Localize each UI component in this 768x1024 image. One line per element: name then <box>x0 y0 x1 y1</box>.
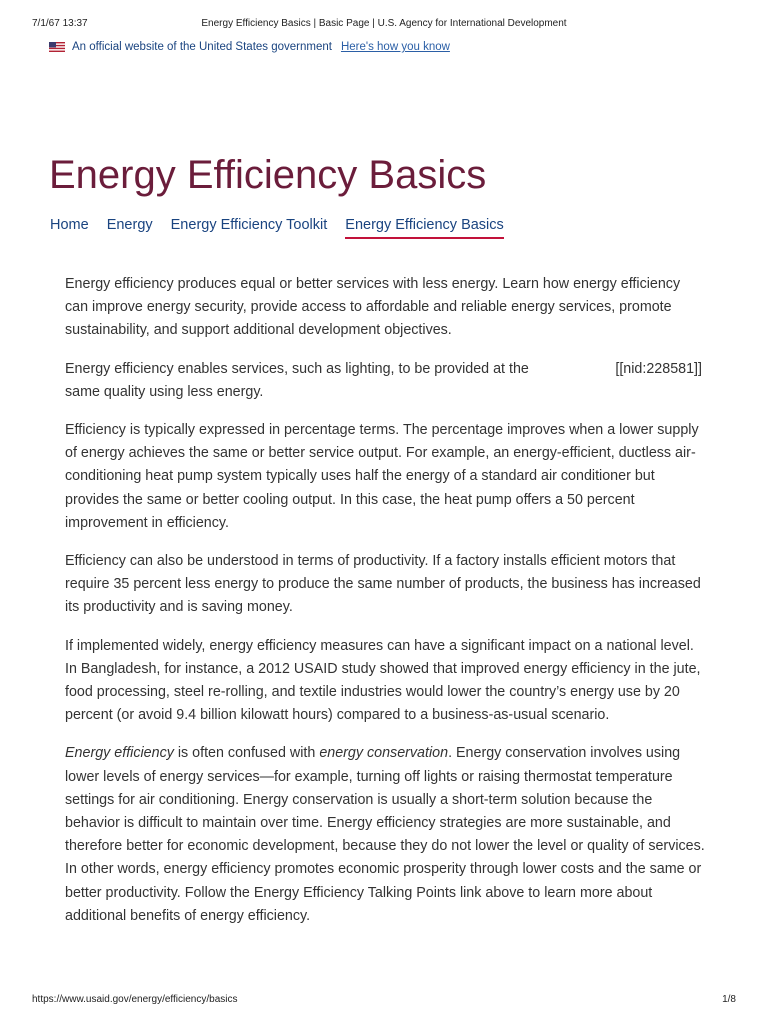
breadcrumb-energy-efficiency-toolkit[interactable]: Energy Efficiency Toolkit <box>170 217 328 233</box>
page-title: Energy Efficiency Basics <box>49 153 487 197</box>
print-page-title: Energy Efficiency Basics | Basic Page | U.S. Agency for International Development <box>201 18 567 29</box>
paragraph-services <box>65 358 707 404</box>
paragraph-intro: Energy efficiency produces equal or better services with less energy. Learn how energy efficiency can improve energy security, provide access to affordable and reliable energy services, promote sustainability, and support additional development objectives. <box>65 276 681 339</box>
paragraph-percentage: Efficiency is typically expressed in percentage terms. The percentage improves when a lower supply of energy achieves the same or better service output. For example, an energy-efficient, ductless air-conditioning heat pump system typically uses half the energy of a standard air conditioner but provides the same or better cooling output. In this case, the heat pump offers a 50 percent improvement in efficiency. <box>65 422 699 531</box>
print-url: https://www.usaid.gov/energy/efficiency/basics <box>32 994 238 1005</box>
article-body <box>65 273 707 943</box>
us-flag-icon <box>49 42 65 52</box>
breadcrumb-home[interactable]: Home <box>50 217 89 233</box>
print-timestamp: 7/1/67 13:37 <box>32 18 88 29</box>
term-energy-conservation: energy conservation <box>319 745 449 762</box>
breadcrumb-energy[interactable]: Energy <box>106 217 153 233</box>
term-energy-efficiency: Energy efficiency <box>65 745 174 762</box>
print-footer <box>0 993 768 1007</box>
print-header <box>0 17 768 31</box>
paragraph-productivity: Efficiency can also be understood in terms of productivity. If a factory installs efficient motors that require 35 percent less energy to produce the same number of products, the business has increased its productivity and is saving money. <box>65 553 701 616</box>
heres-how-you-know-link[interactable]: Here's how you know <box>340 41 450 53</box>
paragraph-conservation <box>65 742 707 928</box>
paragraph-conservation-rest: . Energy conservation involves using lower levels of energy services—for example, turning off lights or raising thermostat temperature settings for air conditioning. Energy conservation is usually a short-term solution because the behavior is difficult to maintain over time. Energy efficiency strategies are more sustainable, and therefore better for economic development, because they do not lower the level or quality of services. In other words, energy efficiency promotes economic prosperity through lower costs and the same or better productivity. Follow the Energy Efficiency Talking Points link above to learn more about additional benefits of energy efficiency. <box>65 745 705 924</box>
print-page-number: 1/8 <box>722 994 736 1005</box>
gov-banner <box>49 39 450 55</box>
paragraph-services-text: Energy efficiency enables services, such as lighting, to be provided at the same quality using less energy. <box>65 360 529 400</box>
paragraph-bangladesh: If implemented widely, energy efficiency measures can have a significant impact on a national level. In Bangladesh, for instance, a 2012 USAID study showed that improved energy efficiency in the jute, food processing, steel re-rolling, and textile industries would lower the country’s energy use by 20 percent (or avoid 9.4 billion kilowatt hours) compared to a business-as-usual scenario. <box>65 637 701 724</box>
breadcrumb <box>50 215 504 239</box>
node-id-placeholder: [[nid:228581]] <box>615 360 702 377</box>
paragraph-conservation-mid: is often confused with <box>173 745 320 762</box>
breadcrumb-energy-efficiency-basics[interactable]: Energy Efficiency Basics <box>345 215 504 239</box>
gov-banner-text: An official website of the United States government <box>72 41 332 53</box>
